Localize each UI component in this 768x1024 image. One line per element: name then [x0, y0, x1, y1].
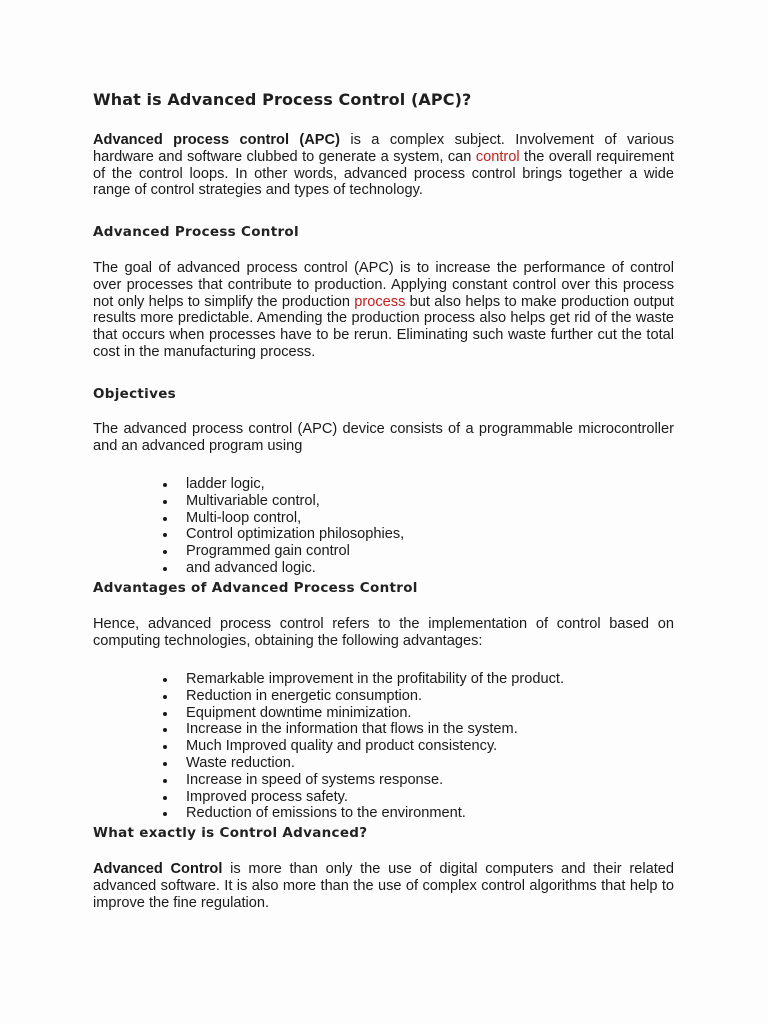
objectives-list	[186, 476, 686, 577]
apc-text-part2: but also helps to make production output results more predictable. Amending the production process also helps get rid of the waste that occurs when processes have to be rerun. Eliminating such waste further cut the total cost in the manufacturing process.	[93, 293, 674, 360]
advantages-list	[186, 671, 686, 822]
advantages-paragraph: Hence, advanced process control refers to the implementation of control based on computing technologies, obtaining the following advantages:	[93, 616, 674, 649]
list-item: Increase in the information that flows in the system.	[186, 721, 686, 738]
list-item: ladder logic,	[186, 476, 686, 493]
list-item: Increase in speed of systems response.	[186, 772, 686, 789]
list-item: Waste reduction.	[186, 755, 686, 772]
list-item: Equipment downtime minimization.	[186, 705, 686, 722]
section-heading-advantages: Advantages of Advanced Process Control	[93, 580, 418, 596]
list-item: Reduction of emissions to the environment.	[186, 805, 686, 822]
control-advanced-bold-term: Advanced Control	[93, 861, 223, 877]
list-item: Improved process safety.	[186, 789, 686, 806]
control-advanced-text: is more than only the use of digital computers and their related advanced software. It is also more than the use of complex control algorithms that help to improve the fine regulation.	[93, 861, 674, 911]
process-link[interactable]: process	[354, 293, 406, 310]
list-item: Control optimization philosophies,	[186, 526, 686, 543]
intro-text-part1: is a complex subject. Involvement of various hardware and software clubbed to generate a system, can	[93, 132, 674, 165]
list-item: Multivariable control,	[186, 493, 686, 510]
intro-bold-term: Advanced process control (APC)	[93, 132, 340, 148]
apc-text-part1: The goal of advanced process control (APC) is to increase the performance of control over processes that contribute to production. Applying constant control over this process not only helps to simplify the production	[93, 260, 674, 310]
intro-paragraph	[93, 132, 674, 199]
apc-paragraph	[93, 260, 674, 361]
objectives-paragraph: The advanced process control (APC) device consists of a programmable microcontroller and an advanced program using	[93, 421, 674, 454]
list-item: Reduction in energetic consumption.	[186, 688, 686, 705]
list-item: Much Improved quality and product consistency.	[186, 738, 686, 755]
section-heading-control-advanced: What exactly is Control Advanced?	[93, 825, 368, 841]
page-title: What is Advanced Process Control (APC)?	[93, 90, 472, 109]
control-link[interactable]: control	[475, 148, 520, 165]
list-item: Remarkable improvement in the profitability of the product.	[186, 671, 686, 688]
section-heading-apc: Advanced Process Control	[93, 224, 299, 240]
section-heading-objectives: Objectives	[93, 386, 176, 402]
list-item: Programmed gain control	[186, 543, 686, 560]
intro-text-part2: the overall requirement of the control loops. In other words, advanced process control brings together a wide range of control strategies and types of technology.	[93, 148, 674, 199]
control-advanced-paragraph	[93, 861, 674, 911]
list-item: and advanced logic.	[186, 560, 686, 577]
list-item: Multi-loop control,	[186, 510, 686, 527]
